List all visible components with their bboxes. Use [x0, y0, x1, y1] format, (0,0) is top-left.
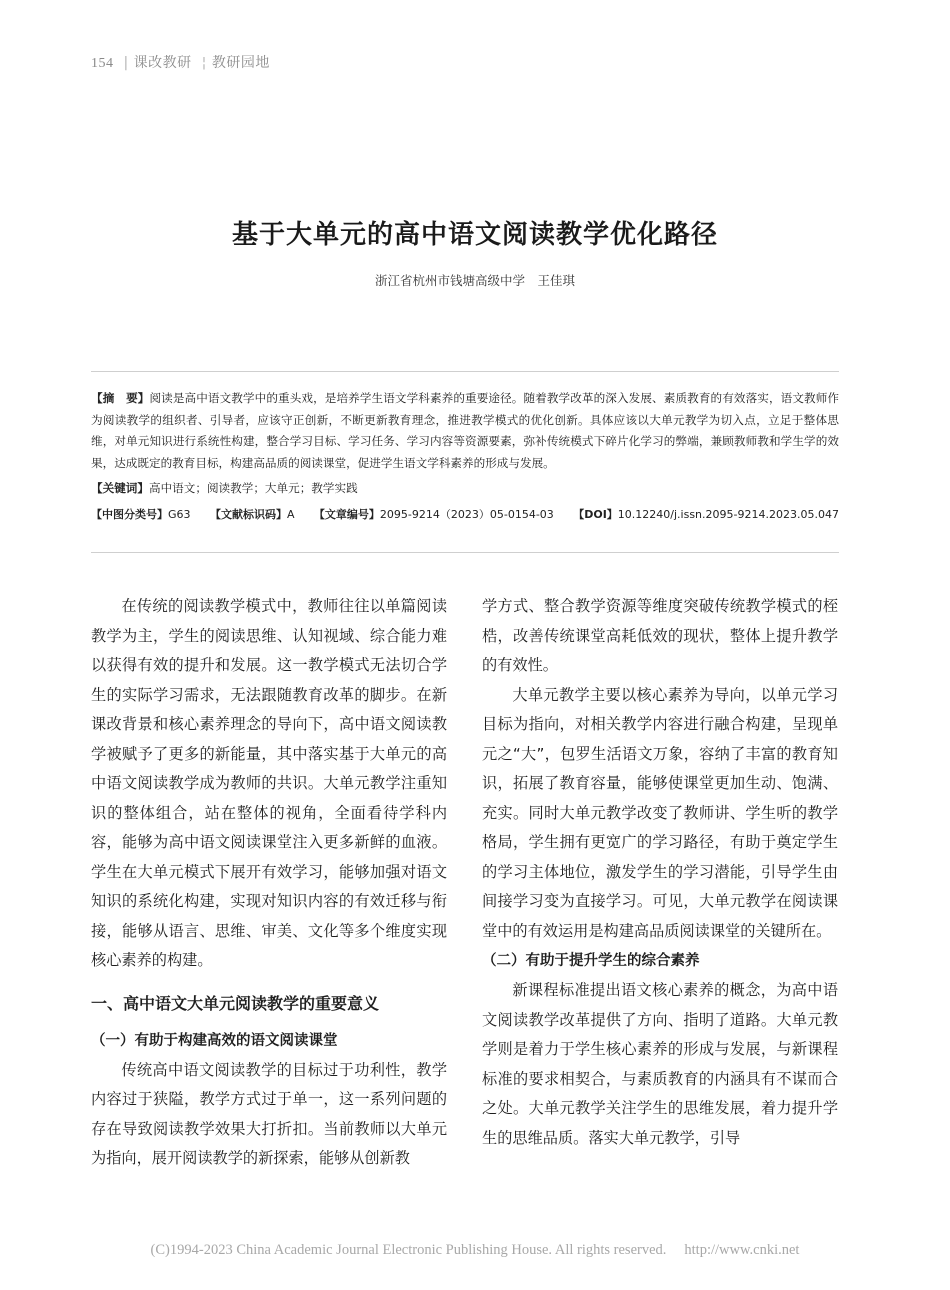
header-section: 课改教研: [133, 55, 192, 71]
body-paragraph-continued: 学方式、整合教学资源等维度突破传统教学模式的桎梏，改善传统课堂高耗低效的现状，整体上提升教学的有效性。: [482, 597, 838, 674]
header-divider: |: [123, 55, 129, 71]
body-paragraph: 大单元教学主要以核心素养为导向，以单元学习目标为指向，对相关教学内容进行融合构建，呈现单元之“大”，包罗生活语文万象，容纳了丰富的教育知识，拓展了教育容量，能够使课堂更加生动、饱满、充实。同时大单元教学改变了教师讲、学生听的教学格局，学生拥有更宽广的学习路径，有助于奠定学生的学习主体地位，激发学生的学习潜能，引导学生由间接学习变为直接学习。可见，大单元教学在阅读课堂中的有效运用是构建高品质阅读课堂的关键所在。: [482, 685, 838, 940]
article-title: 基于大单元的高中语文阅读教学优化路径: [231, 220, 718, 250]
body-paragraph: 在传统的阅读教学模式中，教师往往以单篇阅读教学为主，学生的阅读思维、认知视域、综合能力难以获得有效的提升和发展。这一教学模式无法切合学生的实际学习需求，无法跟随教育改革的脚步。在新课改背景和核心素养理念的导向下，高中语文阅读教学被赋予了更多的新能量，其中落实基于大单元的高中语文阅读教学成为教师的共识。大单元教学注重知识的整体组合，站在整体的视角，全面看待学科内容，能够为高中语文阅读课堂注入更多新鲜的血液。学生在大单元模式下展开有效学习，能够加强对语文知识的系统化构建，实现对知识内容的有效迁移与衔接，能够从语言、思维、审美、文化等多个维度实现核心素养的构建。: [91, 597, 447, 969]
article-number: [314, 504, 554, 526]
keywords: [91, 478, 839, 500]
copyright-text: (C)1994-2023 China Academic Journal Electronic Publishing House. All rights reserved.: [150, 1242, 667, 1258]
keywords-text: 高中语文；阅读教学；大单元；教学实践: [148, 481, 358, 495]
article-number-label: 【文章编号】: [313, 507, 380, 521]
page-number: 154: [91, 56, 114, 71]
copyright-footer: [0, 1242, 950, 1259]
clc-label: 【中图分类号】: [91, 507, 168, 521]
abstract-block: [91, 388, 839, 525]
body-column-right: [482, 592, 838, 1153]
abstract-label: 【摘 要】: [91, 391, 150, 405]
abstract-bottom-rule: [91, 552, 839, 553]
abstract: [91, 388, 839, 474]
clc-value: G63: [168, 507, 191, 521]
subsection-heading: （二）有助于提升学生的综合素养: [482, 953, 700, 969]
doi-value: 10.12240/j.issn.2095-9214.2023.05.047: [617, 507, 839, 521]
abstract-text: 阅读是高中语文教学中的重头戏，是培养学生语文学科素养的重要途径。随着教学改革的深入发展、素质教育的有效落实，语文教师作为阅读教学的组织者、引导者，应该守正创新，不断更新教育理念，推进教学模式的优化创新。具体应该以大单元教学为切入点，立足于整体思维，对单元知识进行系统性构建，整合学习目标、学习任务、学习内容等资源要素，弥补传统模式下碎片化学习的弊端，兼顾教师教和学生学的效果，达成既定的教育目标，构建高品质的阅读课堂，促进学生语文学科素养的形成与发展。: [91, 391, 839, 470]
doc-label: 【文献标识码】: [209, 507, 287, 521]
doi: [573, 504, 839, 526]
article-author: 浙江省杭州市钱塘高级中学 王佳琪: [374, 273, 575, 288]
running-header: [91, 52, 270, 72]
doi-label: 【DOI】: [573, 507, 618, 521]
document-code: [210, 504, 295, 526]
abstract-top-rule: [91, 371, 839, 372]
body-paragraph: 新课程标准提出语文核心素养的概念，为高中语文阅读教学改革提供了方向、指明了道路。大单元教学则是着力于学生核心素养的形成与发展，与新课程标准的要求相契合，与素质教育的内涵具有不谋而合之处。大单元教学关注学生的思维发展，着力提升学生的思维品质。落实大单元教学，引导: [482, 981, 838, 1147]
article-meta: [91, 504, 839, 526]
header-divider-dotted: ¦: [201, 55, 207, 71]
keywords-label: 【关键词】: [91, 481, 149, 495]
body-column-left: [91, 592, 447, 1174]
footer-url: http://www.cnki.net: [684, 1242, 800, 1258]
section-heading: 一、高中语文大单元阅读教学的重要意义: [91, 993, 380, 1013]
body-paragraph: 传统高中语文阅读教学的目标过于功利性，教学内容过于狭隘，教学方式过于单一，这一系列问题的存在导致阅读教学效果大打折扣。当前教师以大单元为指向，展开阅读教学的新探索，能够从创新教: [91, 1060, 447, 1167]
doc-value: A: [286, 507, 295, 521]
subsection-heading: （一）有助于构建高效的语文阅读课堂: [91, 1032, 338, 1049]
article-number-value: 2095-9214（2023）05-0154-03: [379, 507, 554, 521]
header-subsection: 教研园地: [211, 55, 270, 71]
clc-number: [91, 504, 191, 526]
